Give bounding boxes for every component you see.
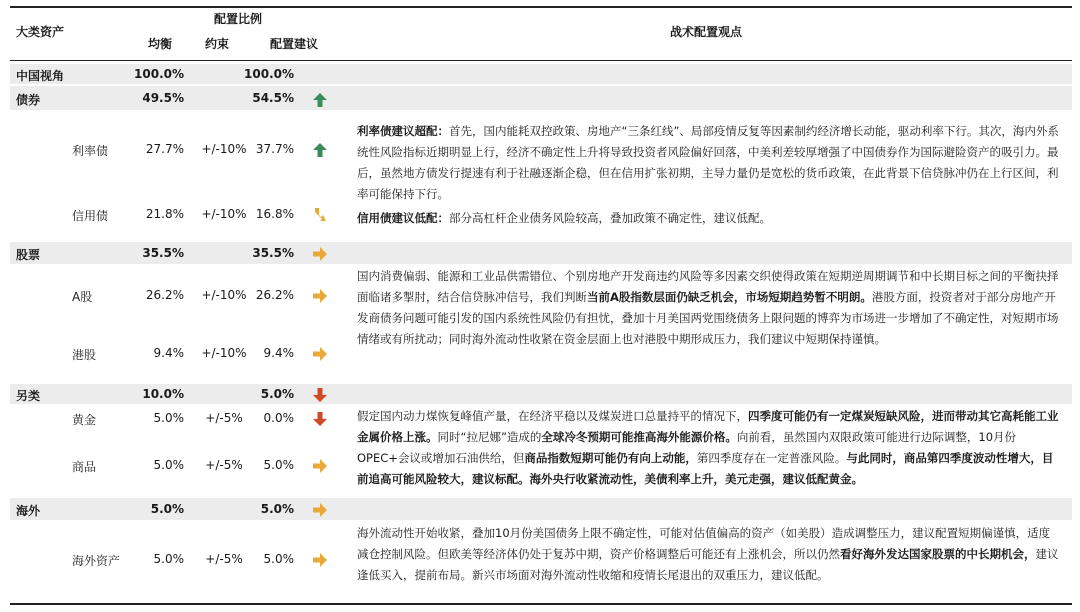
row-hk-shares-balanced: 9.4% xyxy=(153,346,184,360)
arrow-right-icon xyxy=(311,287,329,305)
arrow-right-icon xyxy=(311,501,329,519)
view-rate-bonds-title: 利率债建议超配： xyxy=(357,124,449,138)
row-gold-label: 黄金 xyxy=(72,413,97,427)
view-os-p1: 海外流动性开始收紧，叠加10月份美国债务上限不确定性，可能对估值偏高的资产（如美股）造成调整压力，建议配置短期偏谨慎，适度减仓控制风险。但欧美等经济体仍处于复苏中期，资产价格调整后可能还有上涨机会，所以仍然 xyxy=(357,526,1051,561)
row-a-shares-suggestion: 26.2% xyxy=(255,288,294,302)
header-balanced: 均衡 xyxy=(148,37,173,51)
row-bonds-suggestion: 54.5% xyxy=(252,91,294,105)
row-hk-shares-label: 港股 xyxy=(72,348,97,362)
row-gold-constraint: +/-5% xyxy=(205,411,243,425)
row-overseas-assets-suggestion: 5.0% xyxy=(263,552,294,566)
header-constraint: 约束 xyxy=(205,37,230,51)
row-china-balanced: 100.0% xyxy=(134,67,184,81)
view-stocks-b1: 当前A股指数层面仍缺乏机会，市场短期趋势暂不明朗。 xyxy=(587,290,872,304)
arrow-down-icon xyxy=(311,410,329,428)
view-alt-p2: 同时“拉尼娜”造成的 xyxy=(437,430,542,444)
row-commodities-suggestion: 5.0% xyxy=(263,458,294,472)
arrow-right-icon xyxy=(311,551,329,569)
row-commodities-balanced: 5.0% xyxy=(153,458,184,472)
row-credit-bonds-suggestion: 16.8% xyxy=(255,207,294,221)
bottom-rule xyxy=(10,603,1072,605)
top-rule xyxy=(10,6,1072,8)
row-bonds-balanced: 49.5% xyxy=(142,91,184,105)
view-alt-b2: 全球冷冬预期可能推高海外能源价格。 xyxy=(541,430,737,444)
row-commodities-label: 商品 xyxy=(72,460,97,474)
view-stocks xyxy=(357,266,1059,350)
row-alternatives-suggestion: 5.0% xyxy=(260,387,294,401)
arrow-right-icon xyxy=(311,245,329,263)
view-alt-b1: 四季度可能仍有一定煤炭短缺风险，进而带动其它高耗能工业金属价格上涨。 xyxy=(357,409,1059,444)
row-stocks-suggestion: 35.5% xyxy=(252,246,294,260)
arrow-right-icon xyxy=(311,345,329,363)
row-overseas-assets-balanced: 5.0% xyxy=(153,552,184,566)
view-overseas xyxy=(357,523,1059,586)
row-overseas-assets-label: 海外资产 xyxy=(72,554,121,568)
view-rate-bonds xyxy=(357,121,1059,205)
view-os-p2: 建议逢低买入，提前布局。新兴市场面对海外流动性收缩和疫情长尾退出的双重压力，建议低配。 xyxy=(357,547,1059,582)
row-alternatives-balanced: 10.0% xyxy=(142,387,184,401)
arrow-down-icon xyxy=(311,386,329,404)
row-overseas-suggestion: 5.0% xyxy=(260,502,294,516)
row-a-shares-balanced: 26.2% xyxy=(145,288,184,302)
arrow-down-right-icon xyxy=(311,206,329,224)
row-china-label: 中国视角 xyxy=(16,69,65,83)
view-stocks-p2: 港股方面，投资者对于部分房地产开发商债务问题可能引发的国内系统性风险仍有担忧，叠加十月美国两党围绕债务上限问题的博弈为市场进一步增加了不确定性，对短期市场情绪或有所扰动；同时海外流动性收紧在资金层面上也对港股中期形成压力，我们建议中短期保持谨慎。 xyxy=(357,290,1059,346)
row-gold-suggestion: 0.0% xyxy=(263,411,294,425)
row-rate-bonds-constraint: +/-10% xyxy=(201,142,247,156)
header-ratio-group: 配置比例 xyxy=(214,12,263,26)
arrow-up-icon xyxy=(311,91,329,109)
row-a-shares-label: A股 xyxy=(72,290,93,304)
row-overseas-assets-constraint: +/-5% xyxy=(205,552,243,566)
view-alt-b3: 商品指数短期可能仍有向上动能， xyxy=(524,451,697,465)
row-overseas-label: 海外 xyxy=(16,504,41,518)
row-china-suggestion: 100.0% xyxy=(244,67,294,81)
view-alt-b4: 与此同时，商品第四季度波动性增大，目前追高可能风险较大，建议标配。海外央行收紧流动性，美债利率上升，美元走强，建议低配黄金。 xyxy=(357,451,1054,486)
row-stocks-label: 股票 xyxy=(16,248,41,262)
view-alternatives xyxy=(357,406,1059,490)
row-credit-bonds-balanced: 21.8% xyxy=(145,207,184,221)
row-alternatives-label: 另类 xyxy=(16,389,41,403)
row-a-shares-constraint: +/-10% xyxy=(201,288,247,302)
row-credit-bonds-constraint: +/-10% xyxy=(201,207,247,221)
row-commodities-constraint: +/-5% xyxy=(205,458,243,472)
view-stocks-p1: 国内消费偏弱、能源和工业品供需错位、个别房地产开发商违约风险等多因素交织使得政策在短期逆周期调节和中长期目标之间的平衡抉择面临诸多掣肘，结合信贷脉冲信号，我们判断 xyxy=(357,269,1059,304)
header-view: 战术配置观点 xyxy=(670,25,743,39)
row-bonds-label: 债券 xyxy=(16,93,41,107)
header-suggestion: 配置建议 xyxy=(270,37,319,51)
row-stocks-balanced: 35.5% xyxy=(142,246,184,260)
row-overseas-balanced: 5.0% xyxy=(150,502,184,516)
view-alt-p4: 第四季度存在一定普涨风险。 xyxy=(696,451,847,465)
row-rate-bonds-balanced: 27.7% xyxy=(145,142,184,156)
row-rate-bonds-suggestion: 37.7% xyxy=(255,142,294,156)
header-rule xyxy=(10,60,1072,61)
row-rate-bonds-label: 利率债 xyxy=(72,144,109,158)
row-hk-shares-suggestion: 9.4% xyxy=(263,346,294,360)
view-credit-bonds xyxy=(357,208,1059,229)
row-credit-bonds-label: 信用债 xyxy=(72,209,109,223)
header-asset-class: 大类资产 xyxy=(16,25,65,39)
view-credit-bonds-title: 信用债建议低配： xyxy=(357,211,449,225)
row-gold-balanced: 5.0% xyxy=(153,411,184,425)
view-alt-p1: 假定国内动力煤恢复峰值产量，在经济平稳以及煤炭进口总量持平的情况下， xyxy=(357,409,748,423)
view-credit-bonds-text: 部分高杠杆企业债务风险较高，叠加政策不确定性，建议低配。 xyxy=(449,211,771,225)
view-alt-p3: 向前看，虽然国内双限政策可能进行边际调整，10月份OPEC+会议或增加石油供给，但 xyxy=(357,430,1017,465)
view-os-b1: 看好海外发达国家股票的中长期机会， xyxy=(840,547,1036,561)
arrow-up-icon xyxy=(311,141,329,159)
arrow-right-icon xyxy=(311,457,329,475)
row-hk-shares-constraint: +/-10% xyxy=(201,346,247,360)
view-rate-bonds-text: 首先，国内能耗双控政策、房地产“三条红线”、局部疫情反复等因素制约经济增长动能，驱动利率下行。其次，海内外系统性风险指标近期明显上行，经济不确定性上升将导致投资者风险偏好回落，中美利差较厚增强了中国债券作为国际避险资产的吸引力。最后，虽然地方债发行提速有利于社融逐渐企稳，但在信用扩张初期，主导力量仍是宽松的货币政策，在此背景下信贷脉冲仍在上行区间，利率可能保持下行。 xyxy=(357,124,1059,201)
